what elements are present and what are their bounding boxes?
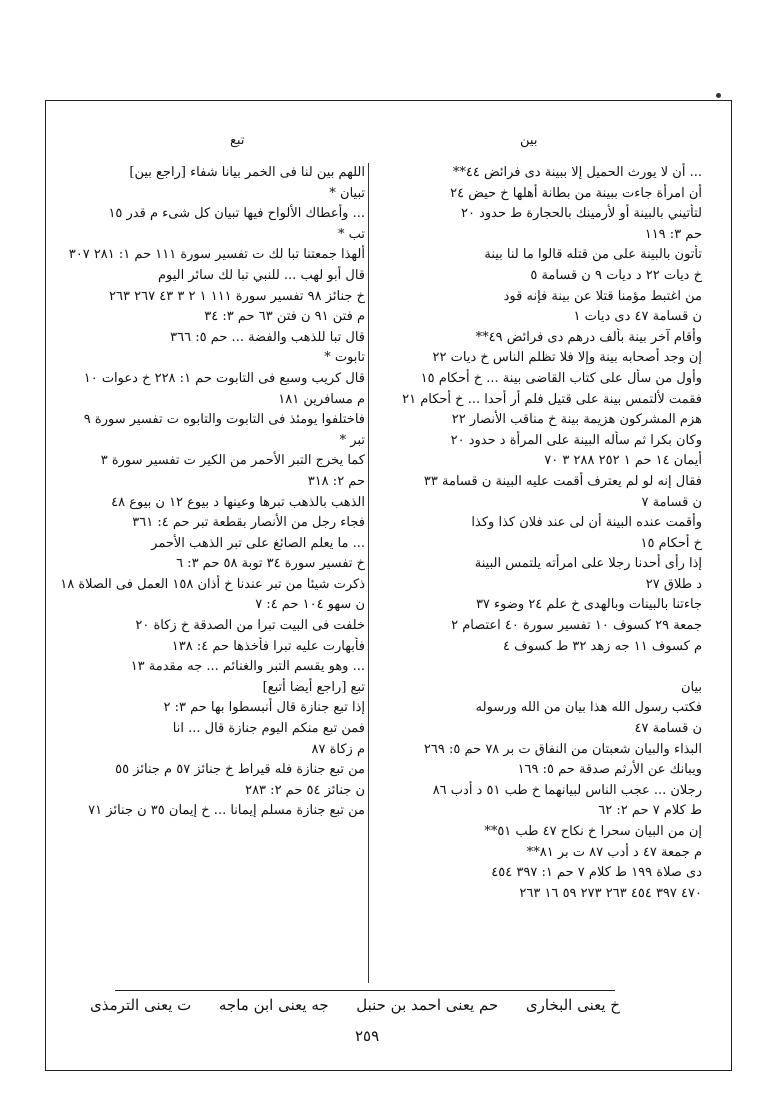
entry-line: اللهم بين لنا فى الخمر بيانا شفاء [راجع بين] bbox=[129, 165, 365, 180]
entry-line: خ أحكام ١٥ bbox=[640, 535, 702, 551]
entry-line: وأول من سأل على كتاب القاضى بينة ... خ أحكام ١٥ bbox=[420, 370, 702, 386]
entry-line: ن جنائز ٥٤ حم ٢: ٢٨٣ bbox=[245, 782, 365, 798]
entry-line: خ ديات ٢٢ د ديات ٩ ن قسامة ٥ bbox=[530, 267, 702, 283]
entry-line: إن من البيان سحرا خ نكاح ٤٧ طب ٥١** bbox=[484, 824, 702, 839]
entry-line: كما يخرج التبر الأحمر من الكير ت تفسير سورة ٣ bbox=[100, 453, 365, 469]
entry-line: من تبع جنازة مسلم إيمانا ... خ إيمان ٣٥ ن جنائز ٧١ bbox=[88, 803, 365, 819]
entry-line: قال كريب وسبع فى التابوت حم ١: ٢٢٨ خ دعوات ١٠ bbox=[83, 370, 365, 386]
entry-line: م فتن ٩١ ن فتن ٦٣ حم ٣: ٣٤ bbox=[204, 309, 365, 325]
entry-line: إن وجد أصحابه بينة وإلا فلا تظلم الناس خ ديات ٢٢ bbox=[432, 350, 702, 366]
legend-item: خ يعنى البخارى bbox=[525, 996, 620, 1014]
entry-line: فقمت لألتمس بينة على قتيل فلم أر أحدا ... خ أحكام ٢١ bbox=[402, 391, 702, 407]
entry-line: ... ما يعلم الصائغ على تبر الذهب الأحمر bbox=[151, 535, 365, 551]
entry-line: هزم المشركون هزيمة بينة خ مناقب الأنصار ٢٢ bbox=[451, 412, 702, 428]
legend-item: جه يعنى ابن ماجه bbox=[218, 996, 329, 1014]
entry-line: ط كلام ٧ حم ٢: ٦٢ bbox=[598, 803, 702, 819]
entry-line: فجاء رجل من الأنصار بقطعة تبر حم ٤: ٣٦١ bbox=[132, 515, 365, 531]
entry-line: فأبهارت عليه تبرا فأخذها حم ٤: ١٣٨ bbox=[171, 638, 365, 654]
entry-line: حم ٢: ٣١٨ bbox=[307, 473, 365, 489]
entry-line: فاختلفوا يومئذ فى التابوت والتابوه ت تفسير سورة ٩ bbox=[83, 412, 365, 428]
entry-line: تبر * bbox=[339, 432, 365, 448]
entry-line: ن قسامة ٤٧ bbox=[634, 721, 702, 737]
entry-line: الذهب بالذهب تبرها وعينها د بيوع ١٢ ن بيوع ٤٨ bbox=[111, 494, 365, 510]
entry-line: خ جنائز ٩٨ تفسير سورة ١١١ ١ ٢ ٣ ٤٣ ٢٦٧ ٢٦٣ bbox=[109, 288, 365, 304]
entry-line: م جمعة ٤٧ د أدب ٨٧ ت بر ٨١** bbox=[526, 844, 702, 860]
entry-line: ٤٧٠ ٣٩٧ ٤٥٤ ٢٦٣ ٢٧٣ ٥٩ ١٦ ٢٦٣ bbox=[519, 885, 702, 901]
abbreviation-legend bbox=[90, 996, 620, 1014]
entry-line: البذاء والبيان شعبتان من النفاق ت بر ٧٨ حم ٥: ٢٦٩ bbox=[423, 741, 702, 757]
entry-line: فقال إنه لو لم يعترف أقمت عليه البينة ن قسامة ٣٣ bbox=[423, 473, 702, 489]
entry-line: تأتون بالبينة على من قتله قالوا ما لنا بينة bbox=[484, 247, 702, 263]
entry-line: ألهذا جمعتنا تبا لك ت تفسير سورة ١١١ حم ١: ٢٨١ ٣٠٧ bbox=[68, 247, 365, 263]
entry-line: من اغتبط مؤمنا قتلا عن بينة فإنه قود bbox=[503, 288, 702, 304]
entry-line: م زكاة ٨٧ bbox=[311, 741, 365, 757]
entry-line: فمن تبع منكم اليوم جنازة قال ... انا bbox=[172, 721, 365, 737]
entry-line bbox=[372, 657, 702, 678]
entry-line: إذا رأى أحدنا رجلا على امرأته يلتمس البينة bbox=[474, 556, 702, 572]
header-left-column: تبع bbox=[230, 133, 245, 148]
entry-line: إذا تبع جنازة قال أنبسطوا بها حم ٣: ٢ bbox=[163, 700, 365, 716]
right-column bbox=[372, 163, 702, 904]
entry-line: تابوت * bbox=[324, 350, 365, 366]
entry-line: وأقمت عنده البينة أن لى عند فلان كذا وكذا bbox=[471, 515, 702, 531]
entry-line: بيان bbox=[680, 679, 702, 695]
entry-line: ... وأعطاك الألواح فيها تبيان كل شىء م قدر ١٥ bbox=[108, 206, 365, 222]
entry-line: رجلان ... عجب الناس لبيانهما خ طب ٥١ د أدب ٨٦ bbox=[432, 782, 702, 798]
entry-line: م مسافرين ١٨١ bbox=[278, 391, 365, 407]
entry-line: تبع [راجع أيضا أتبع] bbox=[262, 679, 365, 695]
entry-line: أن امرأة جاءت ببينة من بطانة أهلها خ حيض ٢٤ bbox=[450, 185, 702, 201]
column-divider bbox=[368, 163, 369, 983]
footer-rule bbox=[115, 990, 615, 991]
page-number: ٢٥٩ bbox=[355, 1027, 380, 1045]
entry-line: تب * bbox=[337, 226, 365, 242]
entry-line: خلفت فى البيت تبرا من الصدقة خ زكاة ٢٠ bbox=[135, 618, 365, 634]
entry-line: من تبع جنازة فله قيراط خ جنائز ٥٧ م جنائز ٥٥ bbox=[115, 762, 365, 778]
entry-line: لتأتيني بالبينة أو لأرمينك بالحجارة ط حدود ٢٠ bbox=[461, 206, 702, 222]
entry-line: ذكرت شيئا من تبر عندنا خ أذان ١٥٨ العمل فى الصلاة ١٨ bbox=[60, 576, 365, 592]
entry-line: فكتب رسول الله هذا بيان من الله ورسوله bbox=[475, 700, 702, 716]
entry-line: م كسوف ١١ جه زهد ٣٢ ط كسوف ٤ bbox=[503, 638, 702, 654]
left-column bbox=[60, 163, 365, 822]
entry-line: دى صلاة ١٩٩ ط كلام ٧ حم ١: ٣٩٧ ٤٥٤ bbox=[491, 865, 702, 881]
entry-line: جاءتنا بالبينات وبالهدى خ علم ٢٤ وضوء ٣٧ bbox=[475, 597, 702, 613]
margin-mark bbox=[716, 93, 721, 98]
entry-line: د طلاق ٢٧ bbox=[645, 576, 702, 592]
entry-line: ويبانك عن الأرثم صدقة حم ٥: ١٦٩ bbox=[517, 762, 702, 778]
legend-item: حم يعنى احمد بن حنبل bbox=[356, 996, 499, 1014]
entry-line: تبيان * bbox=[329, 185, 365, 201]
header-right-column: بين bbox=[520, 133, 538, 148]
entry-line: ن سهو ١٠٤ حم ٤: ٧ bbox=[255, 597, 365, 613]
entry-line: ... وهو يقسم التبر والغنائم ... جه مقدمة ١٣ bbox=[130, 659, 365, 675]
entry-line: وكان بكرا ثم سأله البينة على المرأة د حدود ٢٠ bbox=[450, 432, 702, 448]
entry-line: حم ٣: ١١٩ bbox=[644, 226, 702, 242]
entry-line: ن قسامة ٤٧ دى ديات ١ bbox=[573, 309, 702, 325]
entry-line: أيمان ١٤ حم ١ ٢٥٢ ٢٨٨ ٣ ٧٠ bbox=[544, 453, 702, 469]
entry-line: ن قسامة ٧ bbox=[641, 494, 702, 510]
legend-item: ت يعنى الترمذى bbox=[90, 996, 192, 1014]
entry-line: قال تبا للذهب والفضة ... حم ٥: ٣٦٦ bbox=[170, 329, 365, 345]
entry-line: جمعة ٢٩ كسوف ١٠ تفسير سورة ٤٠ اعتصام ٢ bbox=[451, 618, 702, 634]
entry-line: خ تفسير سورة ٣٤ توبة ٥٨ حم ٣: ٦ bbox=[176, 556, 365, 572]
entry-line: ... أن لا يورث الحميل إلا ببينة دى فرائض ٤٤** bbox=[452, 165, 702, 180]
entry-line: قال أبو لهب ... للنبي تبا لك سائر اليوم bbox=[157, 267, 365, 283]
entry-line: وأقام آخر بينة بألف درهم دى فرائض ٤٩** bbox=[475, 329, 702, 345]
